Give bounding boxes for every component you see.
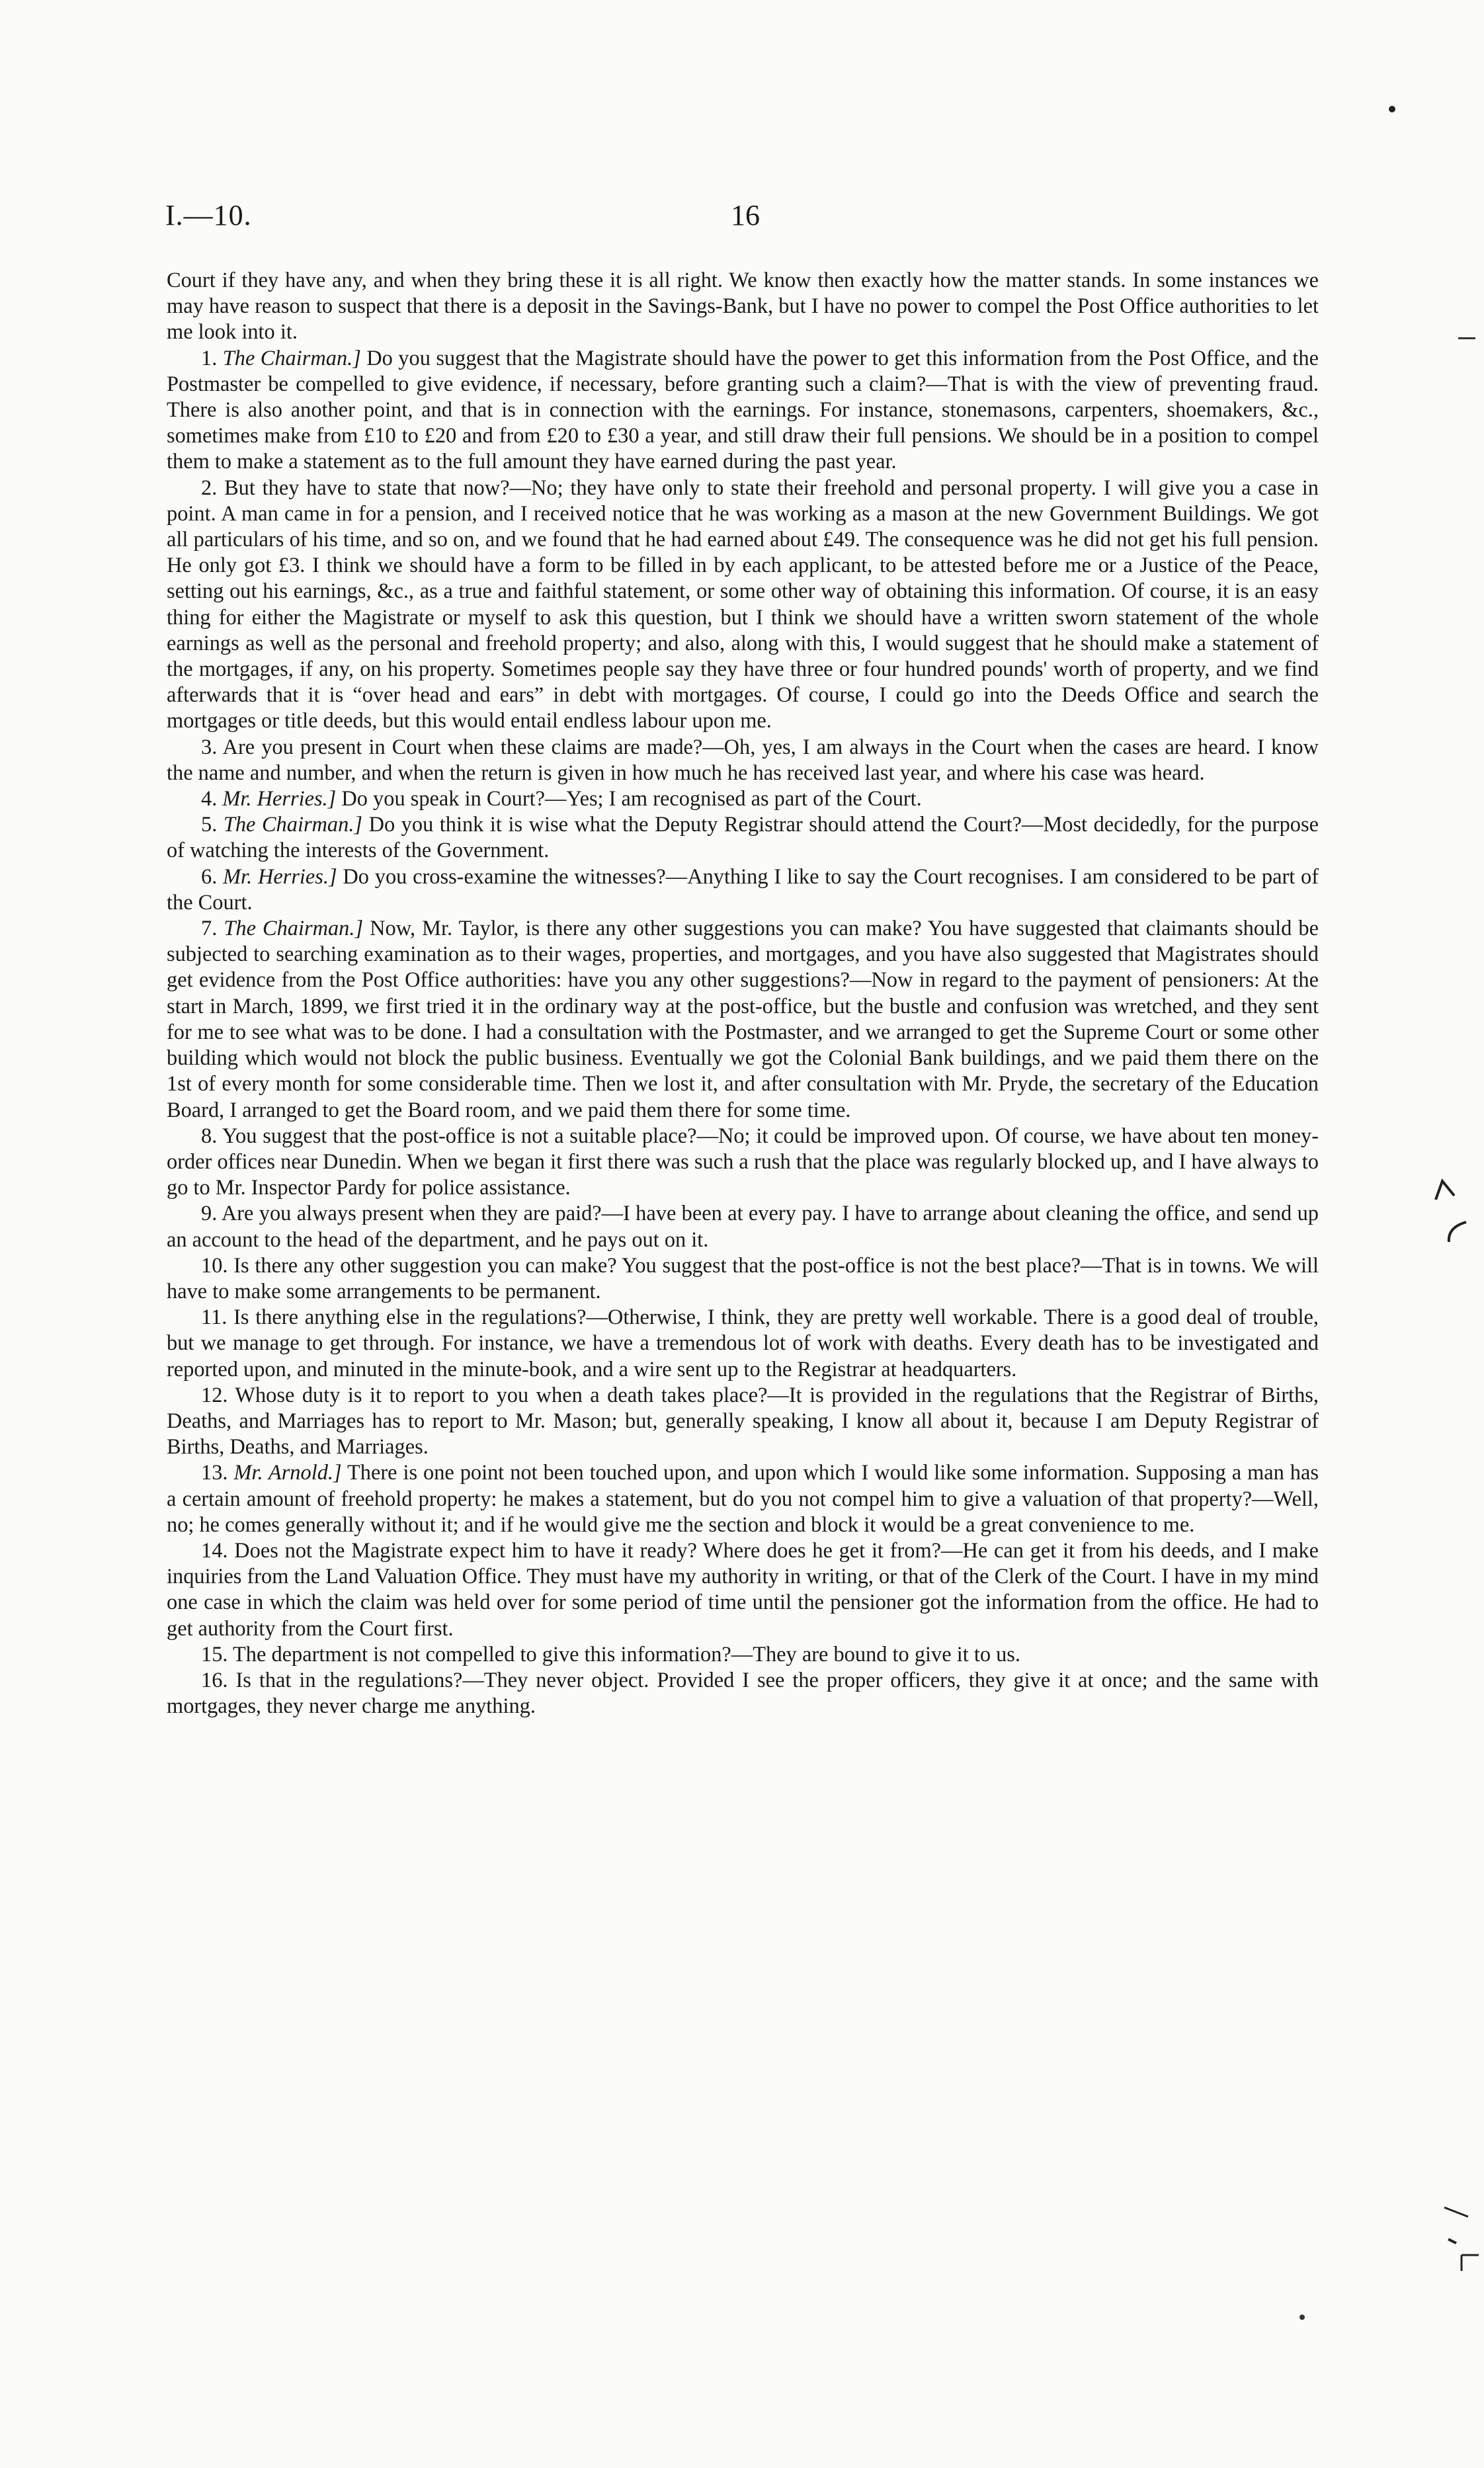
question-number: 1. (201, 346, 218, 370)
speaker-name: The Chairman.] (223, 813, 363, 837)
speaker-name: The Chairman.] (224, 917, 364, 941)
question-number: 10. (201, 1253, 228, 1278)
speaker-name: Mr. Herries.] (222, 787, 337, 811)
paragraph-text: Now, Mr. Taylor, is there any other suggestions you can make? You have suggested that claimants should be subjected to searching examination as to their wages, properties, and mortgages, and you have also suggested that Magistrates should get evidence from the Post Office authorities: have you any other suggestions?—Now in regard to the payment of pensioners: At the start in March, 1899, we first tried it in the ordinary way at the post-office, but the bustle and confusion was wretched, and they sent for me to see what was to be done. I had a consultation with the Postmaster, and we arranged to get the Supreme Court or some other building which would not block the public business. Eventually we got the Colonial Bank buildings, and we paid them there on the 1st of every month for some considerable time. Then we lost it, and after consultation with Mr. Pryde, the secretary of the Education Board, I arranged to get the Board room, and we paid them there for some time. (167, 917, 1319, 1122)
paragraph-text: Is there anything else in the regulations?—Otherwise, I think, they are pretty well workable. There is a good deal of trouble, but we manage to get through. For instance, we have a tremendous lot of work with deaths. Every death has to be investigated and reported upon, and minuted in the minute-book, and a wire sent up to the Registrar at headquarters. (167, 1305, 1319, 1381)
question-number: 14. (201, 1538, 228, 1563)
margin-bracket-mark (1442, 2202, 1481, 2275)
question-paragraph (167, 1124, 1319, 1202)
scan-dot-mark (1299, 2315, 1305, 2320)
question-paragraph (167, 864, 1319, 916)
evidence-text (167, 268, 1319, 1719)
question-paragraph (167, 475, 1319, 735)
question-number: 16. (201, 1668, 228, 1692)
question-number: 11. (201, 1305, 227, 1330)
scan-dot-mark (1389, 106, 1395, 112)
question-paragraph (167, 1538, 1319, 1642)
question-paragraph (167, 1668, 1319, 1719)
page-number: 16 (731, 199, 760, 231)
question-number: 5. (201, 813, 218, 837)
margin-dash-mark (1458, 337, 1475, 339)
question-number: 8. (201, 1124, 218, 1148)
paragraph-text: Does not the Magistrate expect him to have it ready? Where does he get it from?—He can get it from his deeds, and I make inquiries from the Land Valuation Office. They must have my authority in writing, or that of the Clerk of the Court. I have in my mind one case in which the claim was held over for some period of time until the pensioner got the information from the office. He had to get authority from the Court first. (167, 1538, 1319, 1641)
margin-bracket-mark (1432, 1171, 1471, 1250)
paragraph-text: Do you speak in Court?—Yes; I am recognised as part of the Court. (341, 787, 922, 811)
question-paragraph (167, 916, 1319, 1124)
question-number: 4. (201, 787, 218, 811)
paragraph-text: Is there any other suggestion you can make? You suggest that the post-office is not the best place?—That is in towns. We will have to make some arrangements to be permanent. (167, 1253, 1319, 1303)
speaker-name: The Chairman.] (222, 346, 361, 370)
speaker-name: Mr. Herries.] (223, 864, 337, 889)
question-number: 12. (201, 1383, 228, 1407)
paragraph-text: The department is not compelled to give this information?—They are bound to give it to us. (233, 1642, 1021, 1666)
question-number: 15. (201, 1642, 228, 1666)
question-number: 9. (201, 1202, 218, 1226)
question-paragraph (167, 1460, 1319, 1538)
paragraph-continuation (167, 268, 1319, 346)
page-header (165, 198, 1323, 251)
paragraph-text: Do you think it is wise what the Deputy Registrar should attend the Court?—Most decidedly, for the purpose of watching the interests of the Government. (167, 813, 1319, 863)
document-reference: I.—10. (165, 199, 252, 231)
question-paragraph (167, 735, 1319, 786)
paragraph-text: You suggest that the post-office is not a suitable place?—No; it could be improved upon. Of course, we have about ten money-order offices near Dunedin. When we began it first there was such a rush that the place was regularly blocked up, and I have always to go to Mr. Inspector Pardy for police assistance. (167, 1124, 1319, 1200)
question-number: 7. (201, 917, 218, 941)
paragraph-text: But they have to state that now?—No; they have only to state their freehold and personal property. I will give you a case in point. A man came in for a pension, and I received notice that he was working as a mason at the new Government Buildings. We got all particulars of his time, and so on, and we found that he had earned about £49. The consequence was he did not get his full pension. He only got £3. I think we should have a form to be filled in by each applicant, to be attested before me or a Justice of the Peace, setting out his earnings, &c., as a true and faithful statement, or some other way of obtaining this information. Of course, it is an easy thing for either the Magistrate or myself to ask this question, but I think we should have a written sworn statement of the whole earnings as well as the personal and freehold property; and also, along with this, I would suggest that he should make a statement of the mortgages, if any, on his property. Sometimes people say they have three or four hundred pounds' worth of property, and we find afterwards that it is “over head and ears” in debt with mortgages. Of course, I could go into the Deeds Office and search the mortgages or title deeds, but this would entail endless labour upon me. (167, 475, 1319, 733)
question-paragraph (167, 1201, 1319, 1253)
question-number: 6. (201, 864, 218, 889)
paragraph-text: Do you suggest that the Magistrate should have the power to get this information from the Post Office, and the Postmaster be compelled to give evidence, if necessary, before granting such a claim?—That is with the view of preventing fraud. There is also another point, and that is in connection with the earnings. For instance, stonemasons, carpenters, shoemakers, &c., sometimes make from £10 to £20 and from £20 to £30 a year, and still draw their full pensions. We should be in a position to compel them to make a statement as to the full amount they have earned during the past year. (167, 346, 1319, 474)
speaker-name: Mr. Arnold.] (233, 1461, 342, 1485)
question-paragraph (167, 346, 1319, 475)
question-number: 2. (201, 475, 218, 500)
question-number: 3. (201, 735, 218, 759)
question-paragraph (167, 1642, 1319, 1668)
paragraph-text: Are you always present when they are paid?—I have been at every pay. I have to arrange about cleaning the office, and send up an account to the head of the department, and he pays out on it. (167, 1202, 1319, 1252)
paragraph-text: Whose duty is it to report to you when a death takes place?—It is provided in the regulations that the Registrar of Births, Deaths, and Marriages has to report to Mr. Mason; but, generally speaking, I know all about it, because I am Deputy Registrar of Births, Deaths, and Marriages. (167, 1383, 1319, 1460)
paragraph-text: Do you cross-examine the witnesses?—Anything I like to say the Court recognises. I am considered to be part of the Court. (167, 864, 1319, 915)
paragraph-text: Is that in the regulations?—They never object. Provided I see the proper officers, they give it at once; and the same with mortgages, they never charge me anything. (167, 1668, 1319, 1719)
question-paragraph (167, 786, 1319, 812)
question-paragraph (167, 1305, 1319, 1383)
question-paragraph (167, 1253, 1319, 1305)
question-number: 13. (201, 1461, 228, 1485)
question-paragraph (167, 812, 1319, 864)
question-paragraph (167, 1383, 1319, 1461)
paragraph-text: Court if they have any, and when they bring these it is all right. We know then exactly how the matter stands. In some instances we may have reason to suspect that there is a deposit in the Savings-Bank, but I have no power to compel the Post Office authorities to let me look into it. (167, 268, 1319, 345)
paragraph-text: Are you present in Court when these claims are made?—Oh, yes, I am always in the Court when the cases are heard. I know the name and number, and when the return is given in how much he has received last year, and where his case was heard. (167, 735, 1319, 785)
paragraph-text: There is one point not been touched upon, and upon which I would like some information. Supposing a man has a certain amount of freehold property: he makes a statement, but do you not compel him to give a valuation of that property?—Well, no; he comes generally without it; and if he would give me the section and block it would be a great convenience to me. (167, 1461, 1319, 1537)
